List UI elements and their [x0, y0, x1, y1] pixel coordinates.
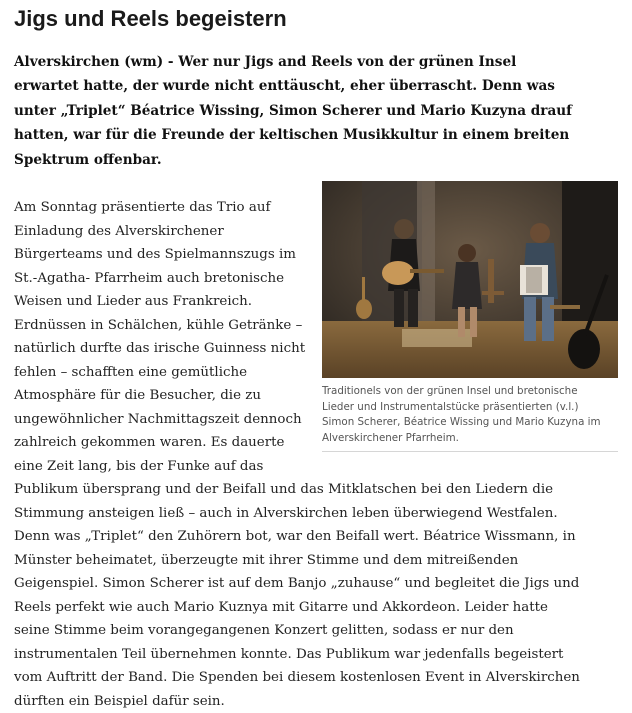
caption-line: Alverskirchener Pfarrheim. — [322, 431, 618, 447]
body-line: Atmosphäre für die Besucher, die zu — [14, 384, 626, 408]
body-line: Stimmung ansteigen ließ – auch in Alverskirchen leben überwiegend Westfalen. — [14, 502, 626, 526]
caption-line: Traditionels von der grünen Insel und bretonische — [322, 384, 618, 400]
body-line: instrumentalen Teil übernehmen konnte. Das Publikum war jedenfalls begeistert — [14, 643, 626, 667]
body-line: ungewöhnlicher Nachmittagszeit dennoch — [14, 408, 626, 432]
body-line: Geigenspiel. Simon Scherer ist auf dem Banjo „zuhause“ und begleitet die Jigs und — [14, 572, 626, 596]
body-line: St.-Agatha- Pfarrheim auch bretonische — [14, 267, 626, 291]
lead-line: Alverskirchen (wm) - Wer nur Jigs and Reels von der grünen Insel — [14, 50, 626, 74]
body-line: Denn was „Triplet“ den Zuhörern bot, war den Beifall wert. Béatrice Wissmann, in — [14, 525, 626, 549]
body-line: seine Stimme beim vorangegangenen Konzert gelitten, sodass er nur den — [14, 619, 626, 643]
article-headline: Jigs und Reels begeistern — [14, 6, 287, 32]
caption-line: Lieder und Instrumentalstücke präsentierten (v.l.) — [322, 400, 618, 416]
caption-line: Simon Scherer, Béatrice Wissing und Mario Kuzyna im — [322, 415, 618, 431]
lead-line: unter „Triplet“ Béatrice Wissing, Simon Scherer und Mario Kuzyna drauf — [14, 99, 626, 123]
body-line: vom Auftritt der Band. Die Spenden bei diesem kostenlosen Event in Alverskirchen — [14, 666, 626, 690]
lead-line: Spektrum offenbar. — [14, 148, 626, 172]
body-line: Münster beheimatet, überzeugte mit ihrer Stimme und dem mitreißenden — [14, 549, 626, 573]
body-line: Am Sonntag präsentierte das Trio auf — [14, 196, 626, 220]
body-line: Erdnüssen in Schälchen, kühle Getränke – — [14, 314, 626, 338]
article-body — [14, 196, 626, 713]
body-line: Bürgerteams und des Spielmannszugs im — [14, 243, 626, 267]
body-line: Publikum übersprang und der Beifall und das Mitklatschen bei den Liedern die — [14, 478, 626, 502]
body-line: Weisen und Lieder aus Frankreich. — [14, 290, 626, 314]
body-line: Reels perfekt wie auch Mario Kuznya mit Gitarre und Akkordeon. Leider hatte — [14, 596, 626, 620]
body-line: natürlich durfte das irische Guinness nicht — [14, 337, 626, 361]
lead-line: hatten, war für die Freunde der keltischen Musikkultur in einem breiten — [14, 123, 626, 147]
body-line: dürften ein Beispiel dafür sein. — [14, 690, 626, 713]
body-line: eine Zeit lang, bis der Funke auf das — [14, 455, 626, 479]
body-line: Einladung des Alverskirchener — [14, 220, 626, 244]
body-line: fehlen – schafften eine gemütliche — [14, 361, 626, 385]
article-lead — [14, 50, 626, 172]
body-line: zahlreich gekommen waren. Es dauerte — [14, 431, 626, 455]
lead-line: erwartet hatte, der wurde nicht enttäuscht, eher überrascht. Denn was — [14, 74, 626, 98]
